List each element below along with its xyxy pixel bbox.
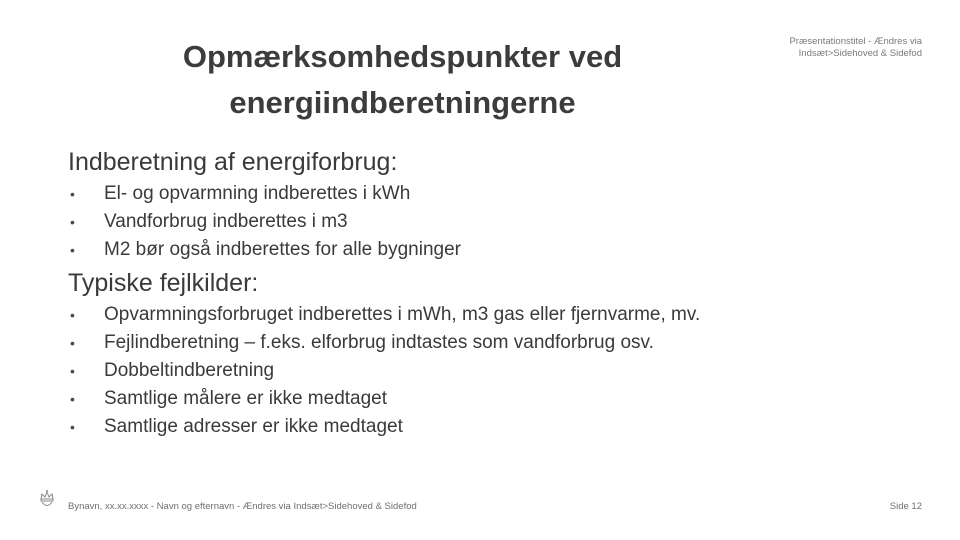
bullet-icon: • (70, 214, 75, 230)
bullet-icon: • (70, 391, 75, 407)
list-item (68, 329, 794, 357)
bullet-icon: • (70, 363, 75, 379)
header-note: Præsentationstitel - Ændres via Indsæt>Sidehoved & Sidefod (789, 36, 922, 59)
bullet-icon: • (70, 186, 75, 202)
list-item-text: Vandforbrug indberettes i m3 (104, 211, 348, 232)
bullet-list-energy (68, 180, 461, 264)
bullet-list-errors (68, 301, 794, 441)
list-item-text: M2 bør også indberettes for alle bygninger (104, 239, 461, 260)
bullet-icon: • (70, 242, 75, 258)
crown-crest-icon (38, 489, 56, 511)
list-item-text: Fejlindberetning – f.eks. elforbrug indtastes som vandforbrug osv. (104, 332, 654, 353)
list-item-text: Samtlige målere er ikke medtaget (104, 388, 388, 409)
page-number: Side 12 (889, 501, 922, 512)
section-heading-errors: Typiske fejlkilder: (68, 269, 259, 297)
list-item-text: El- og opvarmning indberettes i kWh (104, 183, 411, 204)
list-item (68, 236, 461, 264)
list-item (68, 357, 794, 385)
list-item (68, 180, 461, 208)
section-heading-energy: Indberetning af energiforbrug: (68, 148, 398, 176)
slide-title: Opmærksomhedspunkter ved energiindberetningerne (182, 39, 623, 120)
list-item-text: Samtlige adresser er ikke medtaget (104, 416, 403, 437)
list-item-text: Dobbeltindberetning (104, 360, 275, 381)
footer-left: Bynavn, xx.xx.xxxx - Navn og efternavn - Ændres via Indsæt>Sidehoved & Sidefod (68, 501, 417, 512)
bullet-icon: • (70, 307, 75, 323)
bullet-icon: • (70, 335, 75, 351)
bullet-icon: • (70, 419, 75, 435)
list-item (68, 301, 794, 329)
list-item-text: Opvarmningsforbruget indberettes i mWh, m3 gas eller fjernvarme, mv. (104, 304, 701, 325)
list-item (68, 385, 794, 413)
list-item (68, 208, 461, 236)
list-item (68, 413, 794, 441)
